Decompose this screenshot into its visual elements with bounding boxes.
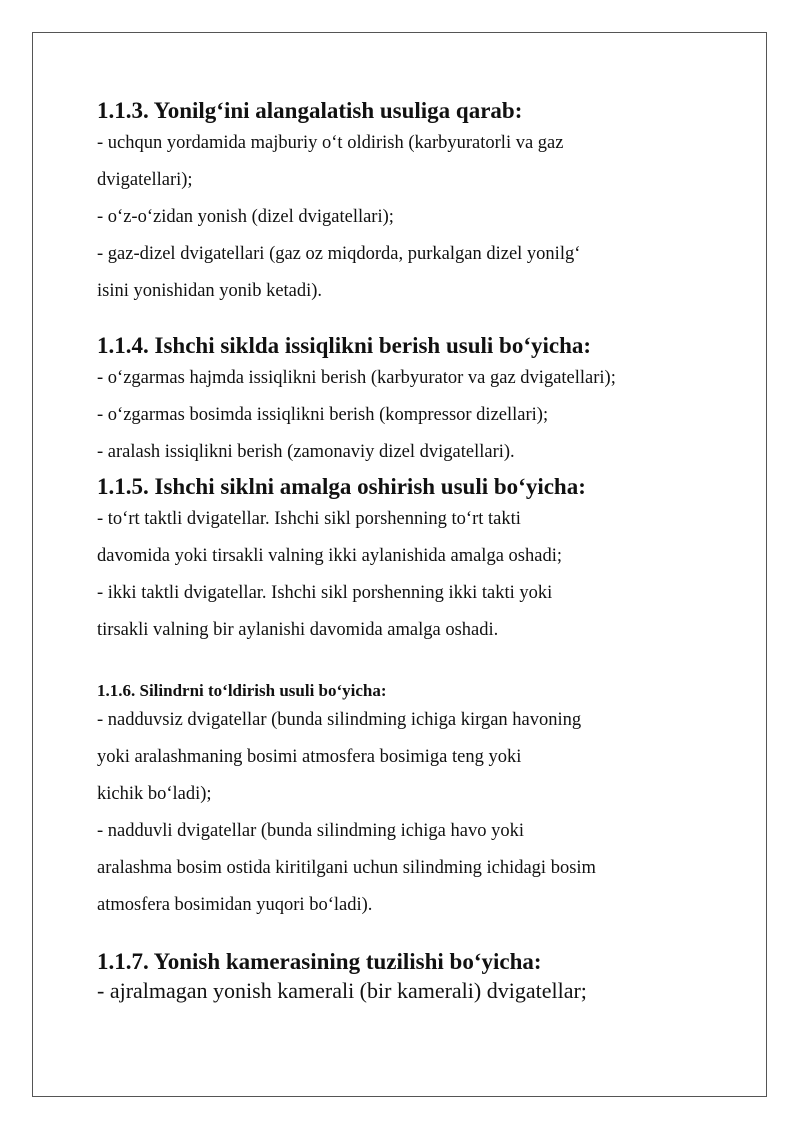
section-heading: 1.1.5. Ishchi siklni amalga oshirish usuli bo‘yicha: (97, 474, 586, 499)
text-line: yoki aralashmaning bosimi atmosfera bosimiga teng yoki (97, 747, 522, 767)
text-line: - ikki taktli dvigatellar. Ishchi sikl porshenning ikki takti yoki (97, 583, 553, 603)
section-1-1-3 (97, 97, 717, 310)
section-heading: 1.1.7. Yonish kamerasining tuzilishi bo‘yicha: (97, 949, 542, 974)
text-line: kichik bo‘ladi); (97, 784, 212, 804)
text-line: - nadduvsiz dvigatellar (bunda silindming ichiga kirgan havoning (97, 710, 582, 730)
text-line: aralashma bosim ostida kiritilgani uchun silindming ichidagi bosim (97, 858, 596, 878)
section-heading: 1.1.3. Yonilg‘ini alangalatish usuliga qarab: (97, 98, 523, 123)
text-line: - aralash issiqlikni berish (zamonaviy dizel dvigatellari). (97, 442, 515, 462)
text-line: dvigatellari); (97, 170, 193, 190)
document-body (97, 97, 717, 1006)
document-page (32, 32, 767, 1097)
text-line: - nadduvli dvigatellar (bunda silindming ichiga havo yoki (97, 821, 524, 841)
text-line: - o‘z-o‘zidan yonish (dizel dvigatellari); (97, 207, 394, 227)
text-line: - ajralmagan yonish kamerali (bir kamerali) dvigatellar; (97, 978, 587, 1003)
section-1-1-4 (97, 332, 717, 471)
section-heading: 1.1.4. Ishchi siklda issiqlikni berish usuli bo‘yicha: (97, 333, 592, 358)
text-line: - uchqun yordamida majburiy o‘t oldirish (karbyuratorli va gaz (97, 133, 564, 153)
section-1-1-6 (97, 680, 717, 924)
text-line: - gaz-dizel dvigatellari (gaz oz miqdorda, purkalgan dizel yonilg‘ (97, 244, 581, 264)
section-1-1-7 (97, 948, 717, 1006)
text-line: - o‘zgarmas bosimda issiqlikni berish (kompressor dizellari); (97, 405, 549, 425)
section-heading: 1.1.6. Silindrni to‘ldirish usuli bo‘yicha: (97, 681, 387, 700)
text-line: atmosfera bosimidan yuqori bo‘ladi). (97, 895, 373, 915)
text-line: - to‘rt taktli dvigatellar. Ishchi sikl porshenning to‘rt takti (97, 509, 521, 529)
section-1-1-5 (97, 473, 717, 649)
text-line: davomida yoki tirsakli valning ikki aylanishida amalga oshadi; (97, 546, 562, 566)
text-line: isini yonishidan yonib ketadi). (97, 281, 323, 301)
text-line: tirsakli valning bir aylanishi davomida amalga oshadi. (97, 620, 499, 640)
text-line: - o‘zgarmas hajmda issiqlikni berish (karbyurator va gaz dvigatellari); (97, 368, 616, 388)
